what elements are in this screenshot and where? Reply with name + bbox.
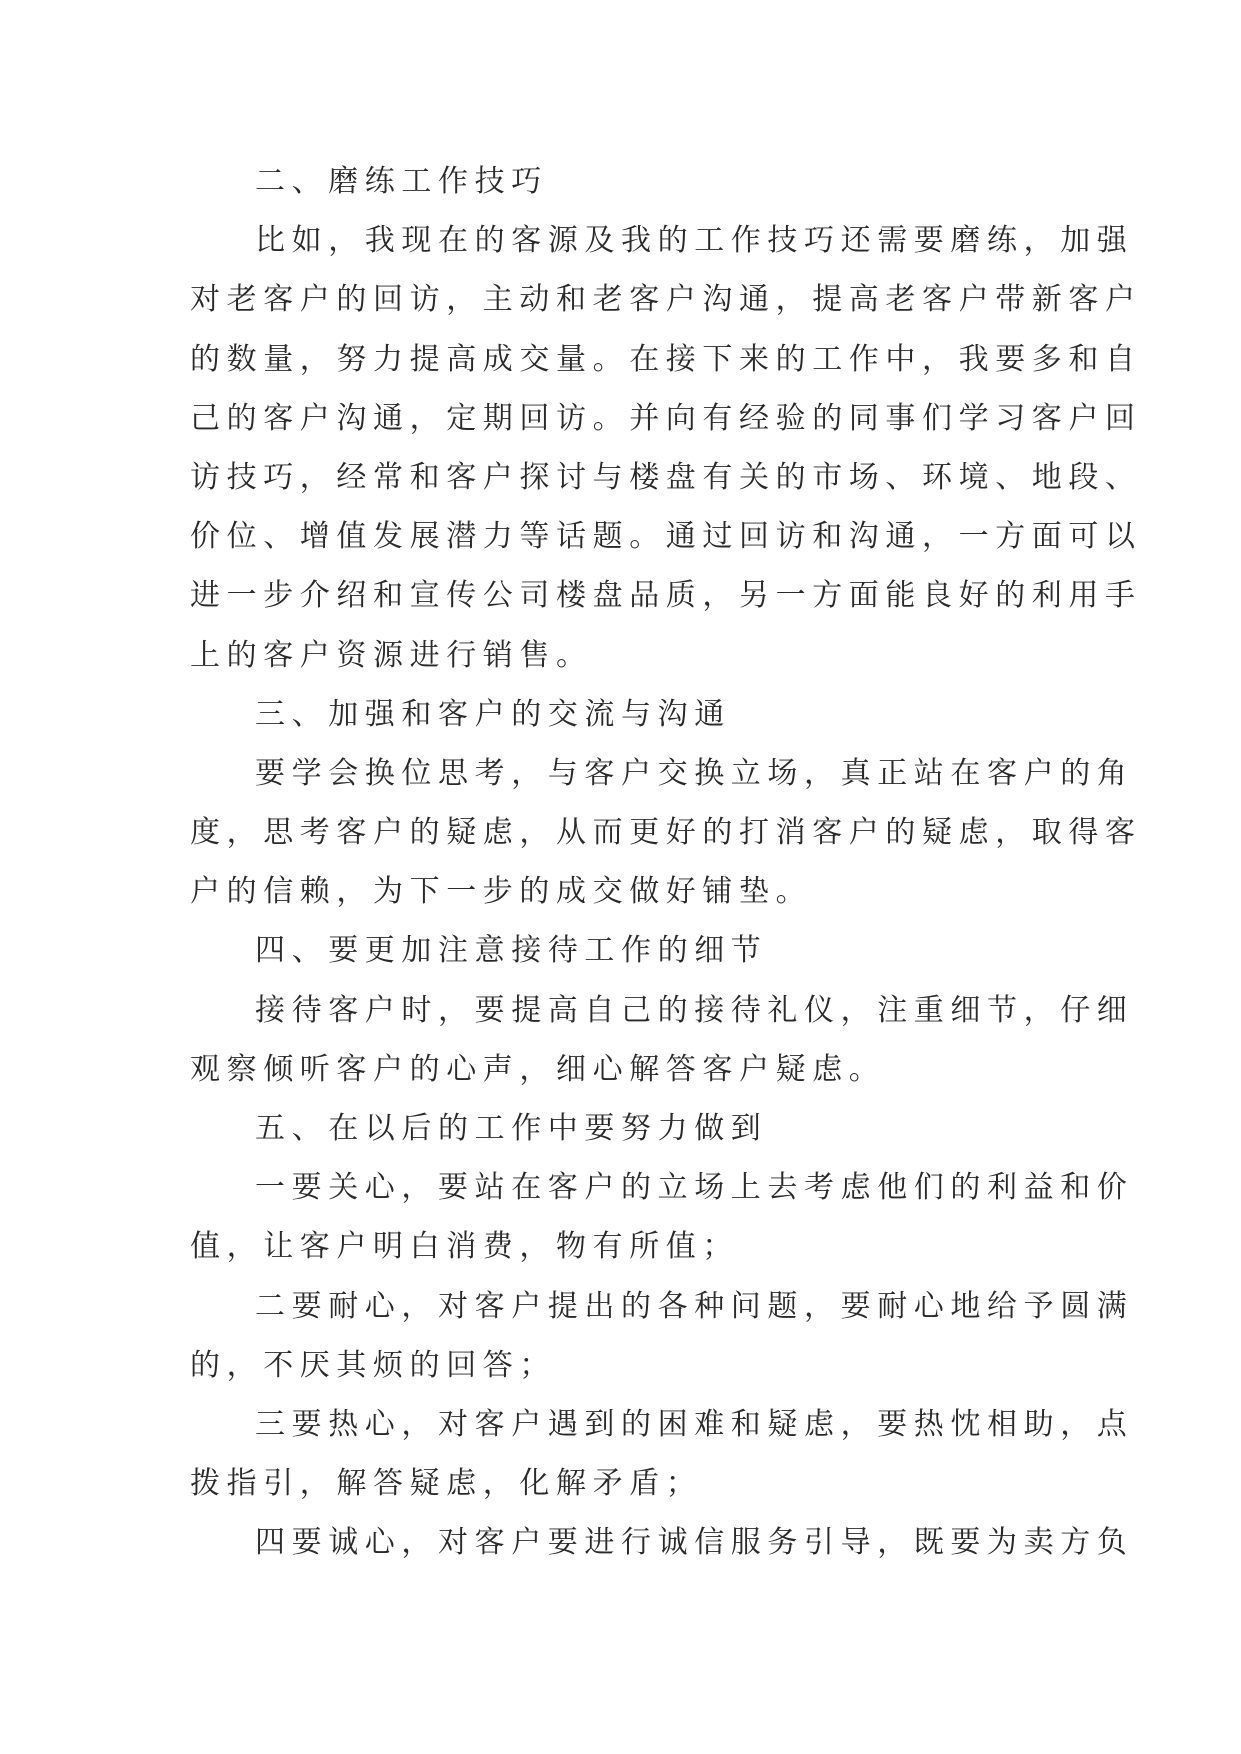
- paragraph-line: 访技巧，经常和客户探讨与楼盘有关的市场、环境、地段、: [190, 459, 1142, 495]
- paragraph-line: 接待客户时，要提高自己的接待礼仪，注重细节，仔细: [255, 992, 1134, 1028]
- paragraph-line: 价位、增值发展潜力等话题。通过回访和沟通，一方面可以: [190, 519, 1142, 555]
- list-item-line: 的，不厌其烦的回答；: [190, 1347, 556, 1383]
- paragraph-line: 上的客户资源进行销售。: [190, 637, 593, 673]
- paragraph-line: 户的信赖，为下一步的成交做好铺垫。: [190, 874, 813, 910]
- paragraph-line: 比如，我现在的客源及我的工作技巧还需要磨练，加强: [255, 223, 1134, 259]
- list-item-line: 二要耐心，对客户提出的各种问题，要耐心地给予圆满: [255, 1288, 1134, 1324]
- document-body: [190, 152, 1142, 1573]
- paragraph-line: 度，思考客户的疑虑，从而更好的打消客户的疑虑，取得客: [190, 815, 1142, 851]
- list-item-line: 一要关心，要站在客户的立场上去考虑他们的利益和价: [255, 1170, 1134, 1206]
- section-heading-3: 三、加强和客户的交流与沟通: [255, 696, 731, 732]
- paragraph-line: 己的客户沟通，定期回访。并向有经验的同事们学习客户回: [190, 400, 1142, 436]
- paragraph-line: 观察倾听客户的心声，细心解答客户疑虑。: [190, 1051, 886, 1087]
- list-item-line: 三要热心，对客户遇到的困难和疑虑，要热忱相助，点: [255, 1406, 1134, 1442]
- list-item-line: 值，让客户明白消费，物有所值；: [190, 1229, 739, 1265]
- paragraph-line: 对老客户的回访，主动和老客户沟通，提高老客户带新客户: [190, 282, 1142, 318]
- section-heading-2: 二、磨练工作技巧: [255, 164, 548, 199]
- paragraph-line: 的数量，努力提高成交量。在接下来的工作中，我要多和自: [190, 341, 1142, 377]
- list-item-line: 拨指引，解答疑虑，化解矛盾；: [190, 1466, 703, 1502]
- list-item-line: 四要诚心，对客户要进行诚信服务引导，既要为卖方负: [255, 1525, 1134, 1561]
- section-heading-5: 五、在以后的工作中要努力做到: [255, 1111, 768, 1146]
- section-heading-4: 四、要更加注意接待工作的细节: [255, 933, 768, 969]
- paragraph-line: 进一步介绍和宣传公司楼盘品质，另一方面能良好的利用手: [190, 578, 1142, 614]
- paragraph-line: 要学会换位思考，与客户交换立场，真正站在客户的角: [255, 755, 1134, 791]
